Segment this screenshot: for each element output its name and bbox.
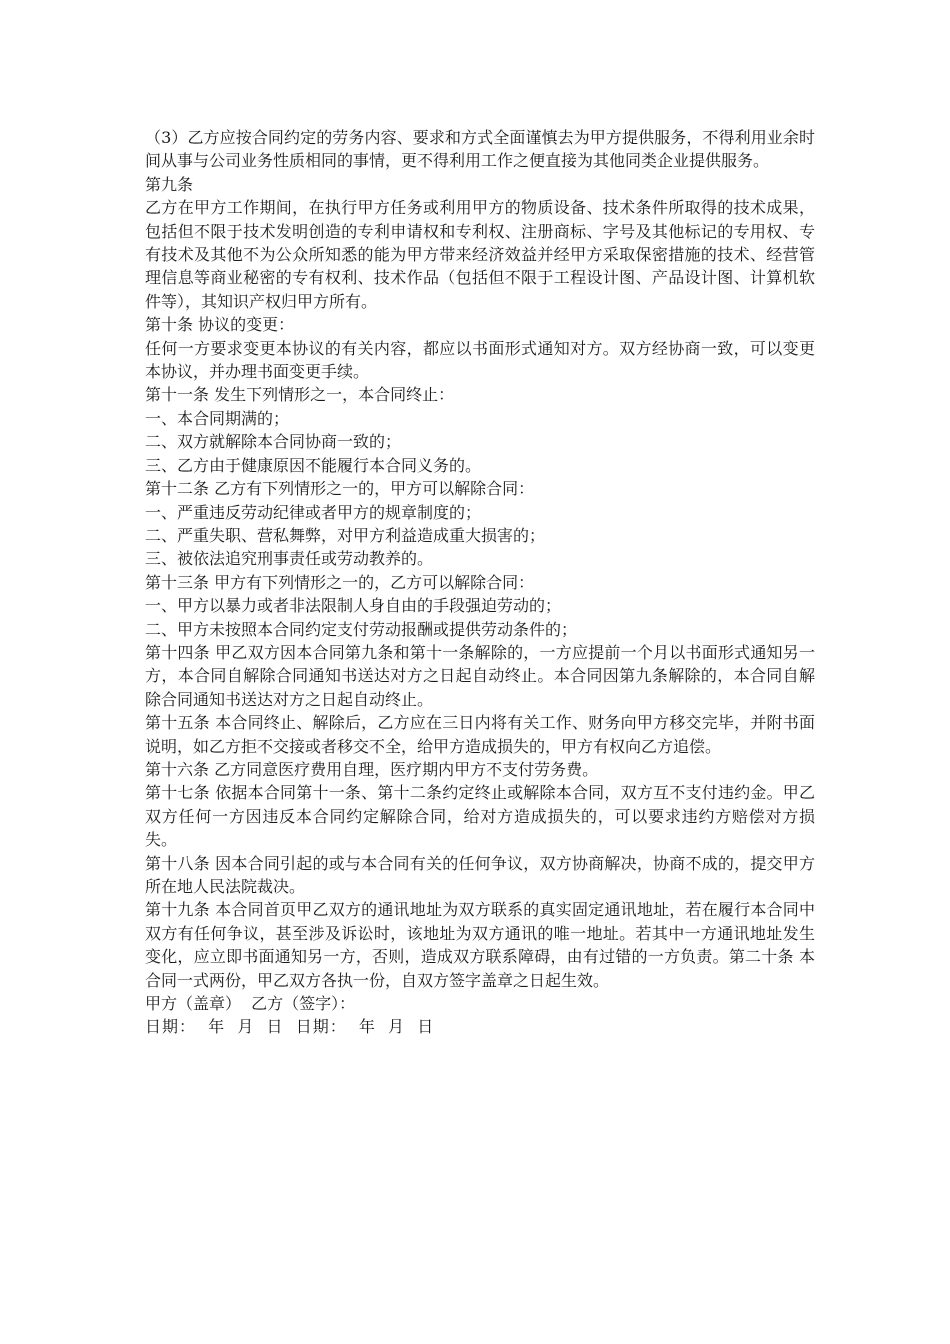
- clause-8-item-3: （3）乙方应按合同约定的劳务内容、要求和方式全面谨慎去为甲方提供服务，不得利用业余时间从事与公司业务性质相同的事情，更不得利用工作之便直接为其他同类企业提供服务。: [145, 128, 815, 171]
- signature-line: 甲方（盖章） 乙方（签字）：: [145, 994, 356, 1014]
- clause-17: 第十七条 依据本合同第十一条、第十二条约定终止或解除本合同，双方互不支付违约金。甲乙双方任何一方因违反本合同约定解除合同，给对方造成损失的，可以要求违约方赔偿对方损失。: [145, 783, 815, 850]
- contract-text: [145, 126, 815, 1039]
- clause-12-heading: 第十二条 乙方有下列情形之一的，甲方可以解除合同：: [145, 479, 535, 499]
- clause-10-body: 任何一方要求变更本协议的有关内容，都应以书面形式通知对方。双方经协商一致，可以变更本协议，并办理书面变更手续。: [145, 338, 815, 382]
- clause-11-item-2: 二、双方就解除本合同协商一致的；: [145, 432, 402, 452]
- clause-13-item-2: 二、甲方未按照本合同约定支付劳动报酬或提供劳动条件的；: [145, 619, 578, 639]
- clause-9-heading: 第九条: [145, 174, 194, 194]
- clause-9-body: 乙方在甲方工作期间，在执行甲方任务或利用甲方的物质设备、技术条件所取得的技术成果，包括但不限于技术发明创造的专利申请权和专利权、注册商标、字号及其他标记的专用权、专有技术及其他不为公众所知悉的能为甲方带来经济效益并经甲方采取保密措施的技术、经营管理信息等商业秘密的专有权利、技术作品（包括但不限于工程设计图、产品设计图、计算机软件等），其知识产权归甲方所有。: [145, 198, 815, 311]
- clause-12-item-3: 三、被依法追究刑事责任或劳动教养的。: [145, 549, 434, 569]
- clause-18: 第十八条 因本合同引起的或与本合同有关的任何争议，双方协商解决，协商不成的，提交甲方所在地人民法院裁决。: [145, 853, 815, 896]
- clause-11-item-3: 三、乙方由于健康原因不能履行本合同义务的。: [145, 455, 482, 475]
- clause-14: 第十四条 甲乙双方因本合同第九条和第十一条解除的，一方应提前一个月以书面形式通知另一方，本合同自解除合同通知书送达对方之日起自动终止。本合同因第九条解除的，本合同自解除合同通知书送达对方之日起自动终止。: [145, 642, 815, 709]
- clause-11-item-1: 一、本合同期满的；: [145, 408, 290, 428]
- clause-11-heading: 第十一条 发生下列情形之一，本合同终止：: [145, 385, 455, 405]
- clause-12-item-1: 一、严重违反劳动纪律或者甲方的规章制度的；: [145, 502, 482, 522]
- clause-13-heading: 第十三条 甲方有下列情形之一的，乙方可以解除合同：: [145, 572, 535, 592]
- clause-19-20: 第十九条 本合同首页甲乙双方的通讯地址为双方联系的真实固定通讯地址，若在履行本合同中双方有任何争议，甚至涉及诉讼时，该地址为双方通讯的唯一地址。若其中一方通讯地址发生变化，应立即书面通知另一方，否则，造成双方联系障碍，由有过错的一方负责。第二十条 本合同一式两份，甲乙双方各执一份，自双方签字盖章之日起生效。: [145, 900, 815, 990]
- clause-16: 第十六条 乙方同意医疗费用自理，医疗期内甲方不支付劳务费。: [145, 759, 599, 779]
- clause-10-heading: 第十条 协议的变更：: [145, 315, 295, 335]
- date-line: 日期： 年 月 日 日期： 年 月 日: [145, 1017, 435, 1037]
- clause-12-item-2: 二、严重失职、营私舞弊，对甲方利益造成重大损害的；: [145, 525, 546, 545]
- clause-13-item-1: 一、甲方以暴力或者非法限制人身自由的手段强迫劳动的；: [145, 596, 562, 616]
- clause-15: 第十五条 本合同终止、解除后，乙方应在三日内将有关工作、财务向甲方移交完毕，并附书面说明，如乙方拒不交接或者移交不全，给甲方造成损失的，甲方有权向乙方追偿。: [145, 713, 815, 756]
